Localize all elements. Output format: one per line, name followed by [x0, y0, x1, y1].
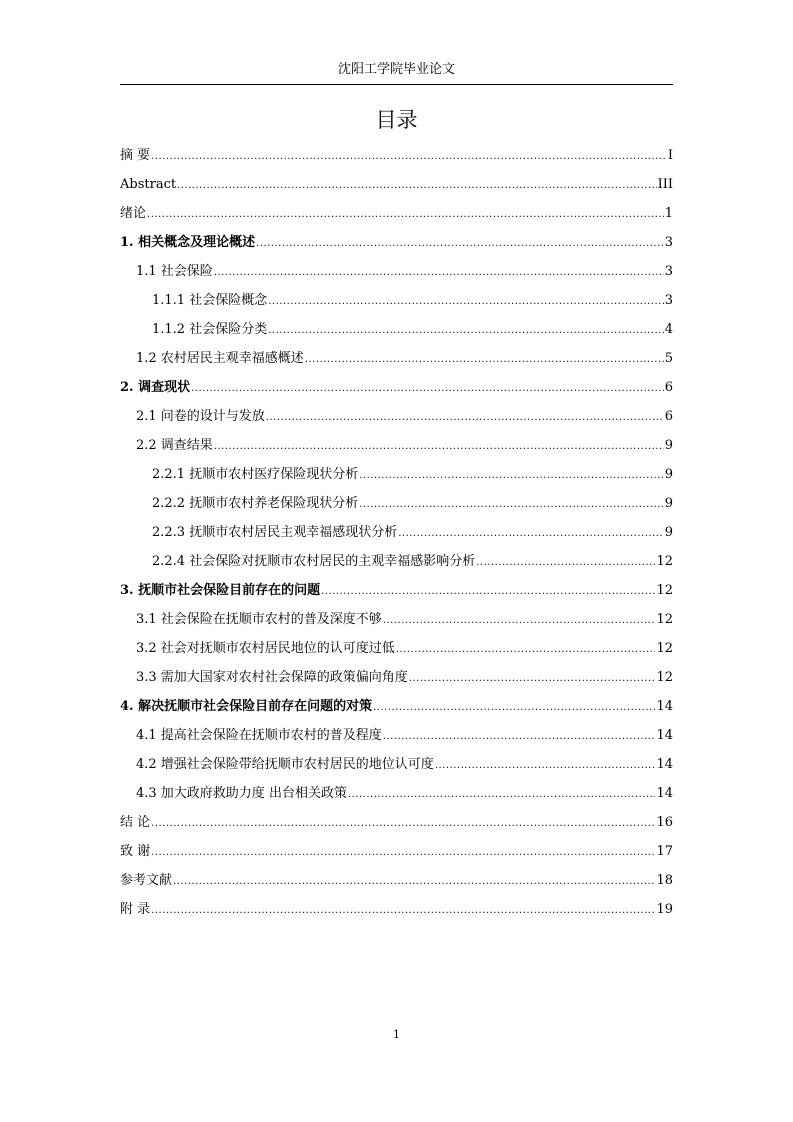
toc-leader-dots — [191, 377, 664, 401]
toc-entry-label: 4.2 增强社会保险带给抚顺市农村居民的地位认可度 — [136, 757, 434, 772]
toc-entry-label: 2.1 问卷的设计与发放 — [136, 409, 265, 424]
toc-entry[interactable] — [120, 753, 673, 782]
toc-leader-dots — [435, 754, 656, 778]
toc-entry-page: 9 — [664, 467, 673, 482]
toc-entry[interactable] — [120, 289, 673, 318]
toc-entry[interactable] — [120, 463, 673, 492]
toc-entry[interactable] — [120, 202, 673, 231]
toc-entry-page: 19 — [656, 902, 673, 917]
toc-leader-dots — [398, 522, 664, 546]
toc-entry-label: 参考文献 — [120, 873, 173, 888]
toc-entry-page: 14 — [656, 786, 673, 801]
toc-entry-page: 12 — [656, 554, 673, 569]
toc-leader-dots — [476, 551, 655, 575]
toc-leader-dots — [151, 841, 655, 865]
toc-entry-label: 3.1 社会保险在抚顺市农村的普及深度不够 — [136, 612, 382, 627]
toc-entry[interactable] — [120, 434, 673, 463]
toc-entry-label: 2.2.2 抚顺市农村养老保险现状分析 — [152, 496, 359, 511]
toc-entry-label: 2. 调查现状 — [120, 380, 191, 395]
toc-entry-label: 1.1.2 社会保险分类 — [152, 322, 268, 337]
toc-entry-label: 附 录 — [120, 902, 151, 917]
toc-entry[interactable] — [120, 782, 673, 811]
toc-entry-label: 摘 要 — [120, 148, 151, 163]
toc-entry-label: 绪论 — [120, 206, 147, 221]
toc-entry-label: 3.3 需加大国家对农村社会保障的政策偏向角度 — [136, 670, 408, 685]
toc-leader-dots — [173, 870, 655, 894]
toc-entry-label: 1.2 农村居民主观幸福感概述 — [136, 351, 304, 366]
toc-entry-page: 3 — [664, 235, 673, 250]
toc-entry-page: 9 — [664, 438, 673, 453]
toc-entry[interactable] — [120, 811, 673, 840]
toc-leader-dots — [305, 348, 664, 372]
toc-entry-label: 2.2 调查结果 — [136, 438, 213, 453]
toc-leader-dots — [348, 783, 656, 807]
toc-entry-page: 14 — [656, 699, 673, 714]
toc-entry-label: 致 谢 — [120, 844, 151, 859]
toc-entry[interactable] — [120, 492, 673, 521]
toc-entry-label: 1. 相关概念及理论概述 — [120, 235, 256, 250]
page-number: 1 — [393, 1028, 400, 1041]
table-of-contents — [120, 144, 673, 927]
toc-leader-dots — [256, 232, 664, 256]
toc-entry-label: 3. 抚顺市社会保险目前存在的问题 — [120, 583, 321, 598]
toc-entry[interactable] — [120, 318, 673, 347]
toc-entry[interactable] — [120, 144, 673, 173]
toc-leader-dots — [359, 493, 664, 517]
toc-entry[interactable] — [120, 869, 673, 898]
toc-entry-page: 14 — [656, 728, 673, 743]
toc-leader-dots — [214, 261, 664, 285]
toc-entry-page: 12 — [656, 612, 673, 627]
toc-entry[interactable] — [120, 231, 673, 260]
toc-entry-page: 12 — [656, 670, 673, 685]
toc-entry-page: 12 — [656, 583, 673, 598]
toc-leader-dots — [151, 899, 655, 923]
toc-entry[interactable] — [120, 637, 673, 666]
toc-entry-page: 4 — [664, 322, 673, 337]
toc-entry-label: 1.1 社会保险 — [136, 264, 213, 279]
toc-entry[interactable] — [120, 579, 673, 608]
toc-leader-dots — [147, 203, 664, 227]
page-title: 目录 — [375, 108, 418, 132]
toc-leader-dots — [409, 667, 656, 691]
toc-entry-page: 17 — [656, 844, 673, 859]
toc-entry[interactable] — [120, 608, 673, 637]
toc-entry-label: 4.3 加大政府救助力度 出台相关政策 — [136, 786, 347, 801]
toc-leader-dots — [268, 319, 664, 343]
toc-leader-dots — [214, 435, 664, 459]
header-divider — [120, 84, 673, 85]
toc-leader-dots — [151, 145, 667, 169]
toc-entry-page: 16 — [656, 815, 673, 830]
toc-entry-label: 3.2 社会对抚顺市农村居民地位的认可度过低 — [136, 641, 395, 656]
toc-entry-label: 结 论 — [120, 815, 151, 830]
toc-entry-page: 1 — [664, 206, 673, 221]
toc-leader-dots — [359, 464, 664, 488]
toc-entry-page: Ⅰ — [667, 148, 673, 163]
toc-entry[interactable] — [120, 840, 673, 869]
toc-entry-label: 2.2.3 抚顺市农村居民主观幸福感现状分析 — [152, 525, 398, 540]
toc-leader-dots — [268, 290, 664, 314]
toc-entry-label: 4. 解决抚顺市社会保险目前存在问题的对策 — [120, 699, 373, 714]
toc-leader-dots — [266, 406, 664, 430]
toc-entry-page: 9 — [664, 496, 673, 511]
toc-entry-page: 3 — [664, 293, 673, 308]
toc-entry-label: 4.1 提高社会保险在抚顺市农村的普及程度 — [136, 728, 382, 743]
toc-entry[interactable] — [120, 550, 673, 579]
toc-leader-dots — [396, 638, 656, 662]
toc-entry-page: 6 — [664, 380, 673, 395]
toc-entry-label: Abstract — [120, 177, 177, 192]
toc-entry[interactable] — [120, 666, 673, 695]
toc-entry[interactable] — [120, 260, 673, 289]
toc-leader-dots — [383, 609, 656, 633]
toc-entry[interactable] — [120, 695, 673, 724]
toc-entry[interactable] — [120, 521, 673, 550]
toc-entry-page: III — [657, 177, 673, 192]
running-header: 沈阳工学院毕业论文 — [337, 62, 455, 77]
toc-entry-page: 12 — [656, 641, 673, 656]
toc-entry-page: 3 — [664, 264, 673, 279]
toc-entry[interactable] — [120, 405, 673, 434]
toc-entry-page: 14 — [656, 757, 673, 772]
toc-entry-label: 1.1.1 社会保险概念 — [152, 293, 268, 308]
toc-leader-dots — [177, 174, 657, 198]
toc-leader-dots — [151, 812, 655, 836]
toc-entry-page: 18 — [656, 873, 673, 888]
toc-entry[interactable] — [120, 347, 673, 376]
toc-leader-dots — [373, 696, 655, 720]
toc-entry[interactable] — [120, 376, 673, 405]
toc-entry[interactable] — [120, 724, 673, 753]
toc-entry-page: 6 — [664, 409, 673, 424]
toc-entry-label: 2.2.1 抚顺市农村医疗保险现状分析 — [152, 467, 359, 482]
toc-entry-page: 9 — [664, 525, 673, 540]
toc-entry[interactable] — [120, 173, 673, 202]
toc-leader-dots — [383, 725, 656, 749]
toc-leader-dots — [321, 580, 655, 604]
toc-entry[interactable] — [120, 898, 673, 927]
toc-entry-page: 5 — [664, 351, 673, 366]
toc-entry-label: 2.2.4 社会保险对抚顺市农村居民的主观幸福感影响分析 — [152, 554, 476, 569]
